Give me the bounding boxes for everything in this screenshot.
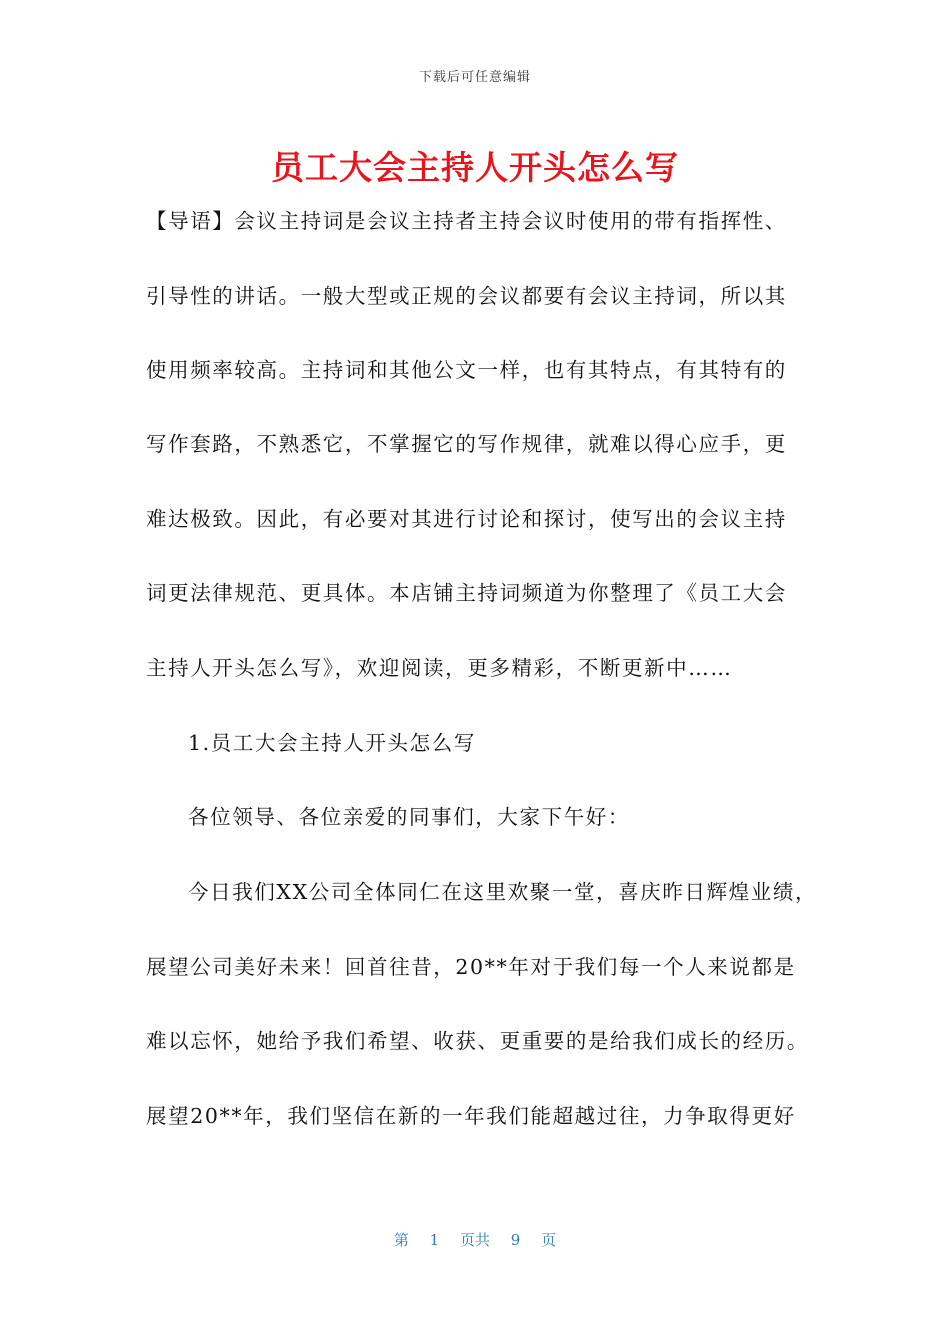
document-title: 员工大会主持人开头怎么写 — [271, 148, 679, 187]
paragraph-line: 使用频率较高。主持词和其他公文一样，也有其特点，有其特有的 — [146, 358, 787, 382]
paragraph-line: 难达极致。因此，有必要对其进行讨论和探讨，使写出的会议主持 — [146, 507, 787, 531]
section-heading: 1.员工大会主持人开头怎么写 — [188, 731, 476, 755]
page-footer — [0, 1229, 950, 1250]
paragraph-line: 各位领导、各位亲爱的同事们，大家下午好： — [188, 805, 630, 829]
paragraph-line: 展望公司美好未来！回首往昔，20**年对于我们每一个人来说都是 — [146, 955, 796, 979]
current-page-number: 1 — [429, 1231, 440, 1249]
paragraph-line: 展望20**年，我们坚信在新的一年我们能超越过往，力争取得更好 — [146, 1104, 796, 1128]
header-note: 下载后可任意编辑 — [418, 70, 531, 85]
total-pages-number: 9 — [510, 1231, 521, 1249]
paragraph-line: 主持人开头怎么写》，欢迎阅读，更多精彩，不断更新中…… — [146, 656, 733, 680]
paragraph-line: 难以忘怀，她给予我们希望、收获、更重要的是给我们成长的经历。 — [146, 1029, 809, 1053]
page-label-suffix: 页 — [541, 1231, 557, 1249]
paragraph-line: 今日我们XX公司全体同仁在这里欢聚一堂，喜庆昨日辉煌业绩， — [188, 880, 818, 904]
paragraph-line: 写作套路，不熟悉它，不掌握它的写作规律，就难以得心应手，更 — [146, 432, 787, 456]
page-label-prefix: 第 — [393, 1231, 409, 1249]
paragraph-line: 词更法律规范、更具体。本店铺主持词频道为你整理了《员工大会 — [146, 581, 787, 605]
paragraph-line: 【导语】会议主持词是会议主持者主持会议时使用的带有指挥性、 — [146, 209, 787, 233]
page-label-middle: 页共 — [459, 1231, 490, 1249]
paragraph-line: 引导性的讲话。一般大型或正规的会议都要有会议主持词，所以其 — [146, 284, 787, 308]
